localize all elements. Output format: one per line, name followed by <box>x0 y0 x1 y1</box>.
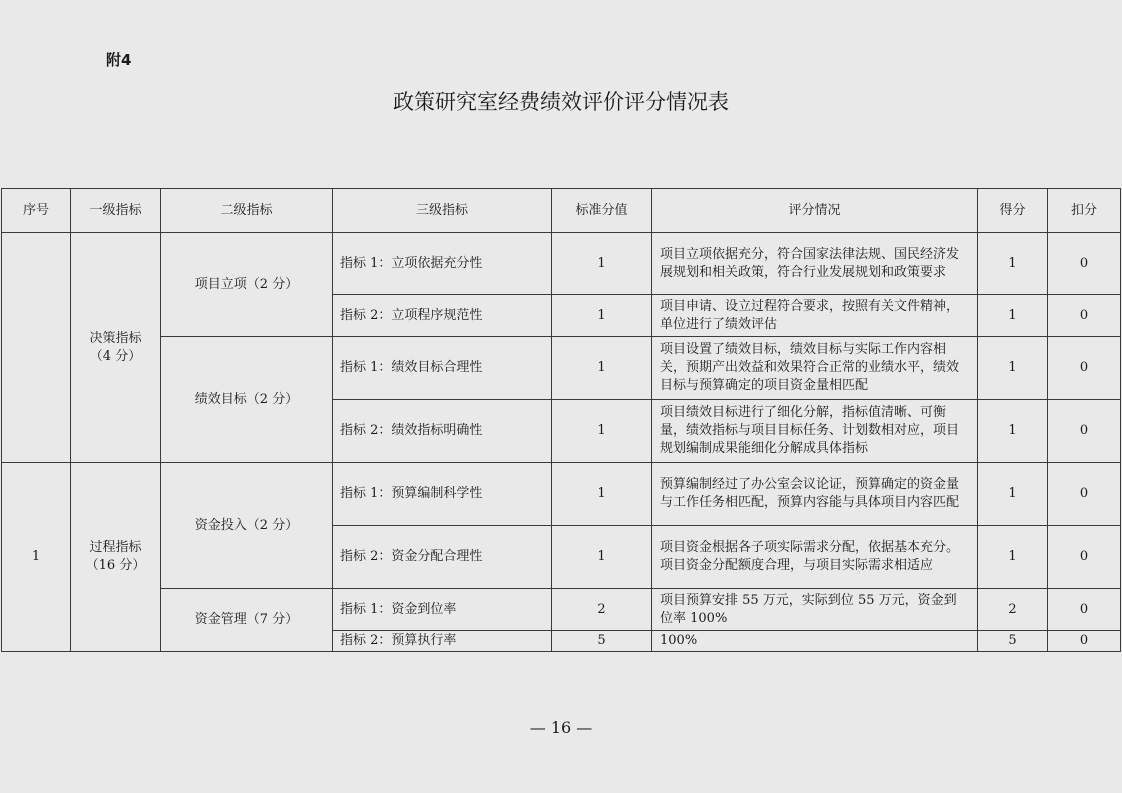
page-title: 政策研究室经费绩效评价评分情况表 <box>393 90 729 114</box>
evaluation-cell: 预算编制经过了办公室会议论证，预算确定的资金量与工作任务相匹配，预算内容能与具体项目内容匹配 <box>652 463 978 526</box>
standard-cell: 1 <box>552 337 652 400</box>
score-cell: 1 <box>978 337 1048 400</box>
deduction-cell: 0 <box>1048 295 1121 337</box>
page-number: — 16 — <box>529 718 593 737</box>
evaluation-cell: 项目资金根据各子项实际需求分配，依据基本充分。项目资金分配额度合理，与项目实际需求相适应 <box>652 526 978 589</box>
level2-cell: 绩效目标（2 分） <box>161 337 333 463</box>
standard-cell: 5 <box>552 631 652 652</box>
header-level1: 一级指标 <box>71 189 161 233</box>
table-row <box>2 337 1121 400</box>
seq-cell-empty <box>2 233 71 463</box>
deduction-cell: 0 <box>1048 400 1121 463</box>
level3-cell: 指标 2：预算执行率 <box>333 631 552 652</box>
evaluation-cell: 项目设置了绩效目标，绩效目标与实际工作内容相关，预期产出效益和效果符合正常的业绩水平，绩效目标与预算确定的项目资金量相匹配 <box>652 337 978 400</box>
standard-cell: 2 <box>552 589 652 631</box>
table-row <box>2 463 1121 526</box>
score-cell: 2 <box>978 589 1048 631</box>
evaluation-cell: 项目申请、设立过程符合要求，按照有关文件精神，单位进行了绩效评估 <box>652 295 978 337</box>
header-deduction: 扣分 <box>1048 189 1121 233</box>
deduction-cell: 0 <box>1048 631 1121 652</box>
level3-cell: 指标 1：绩效目标合理性 <box>333 337 552 400</box>
score-cell: 1 <box>978 463 1048 526</box>
level1-points: （16 分） <box>85 558 146 573</box>
level2-cell: 资金投入（2 分） <box>161 463 333 589</box>
evaluation-table <box>1 188 1121 652</box>
standard-cell: 1 <box>552 526 652 589</box>
evaluation-cell: 项目立项依据充分，符合国家法律法规、国民经济发展规划和相关政策，符合行业发展规划和政策要求 <box>652 233 978 295</box>
standard-cell: 1 <box>552 463 652 526</box>
level3-cell: 指标 1：立项依据充分性 <box>333 233 552 295</box>
header-evaluation: 评分情况 <box>652 189 978 233</box>
level3-cell: 指标 2：绩效指标明确性 <box>333 400 552 463</box>
deduction-cell: 0 <box>1048 337 1121 400</box>
table-row <box>2 589 1121 631</box>
attachment-label: 附4 <box>106 51 132 69</box>
standard-cell: 1 <box>552 233 652 295</box>
evaluation-cell: 项目绩效目标进行了细化分解，指标值清晰、可衡量，绩效指标与项目目标任务、计划数相对应，项目规划编制成果能细化分解成具体指标 <box>652 400 978 463</box>
seq-cell: 1 <box>2 463 71 652</box>
table-row <box>2 233 1121 295</box>
header-level3: 三级指标 <box>333 189 552 233</box>
deduction-cell: 0 <box>1048 463 1121 526</box>
evaluation-cell: 100% <box>652 631 978 652</box>
header-standard: 标准分值 <box>552 189 652 233</box>
deduction-cell: 0 <box>1048 526 1121 589</box>
level1-cell <box>71 463 161 652</box>
score-cell: 5 <box>978 631 1048 652</box>
standard-cell: 1 <box>552 400 652 463</box>
deduction-cell: 0 <box>1048 589 1121 631</box>
score-cell: 1 <box>978 526 1048 589</box>
header-score: 得分 <box>978 189 1048 233</box>
level2-cell: 项目立项（2 分） <box>161 233 333 337</box>
header-level2: 二级指标 <box>161 189 333 233</box>
deduction-cell: 0 <box>1048 233 1121 295</box>
standard-cell: 1 <box>552 295 652 337</box>
level1-cell <box>71 233 161 463</box>
level1-name: 决策指标 <box>89 330 142 346</box>
level3-cell: 指标 2：资金分配合理性 <box>333 526 552 589</box>
header-row <box>2 189 1121 233</box>
evaluation-cell: 项目预算安排 55 万元，实际到位 55 万元，资金到位率 100% <box>652 589 978 631</box>
header-seq: 序号 <box>2 189 71 233</box>
level3-cell: 指标 1：资金到位率 <box>333 589 552 631</box>
level3-cell: 指标 2：立项程序规范性 <box>333 295 552 337</box>
level1-points: （4 分） <box>89 348 142 364</box>
score-cell: 1 <box>978 295 1048 337</box>
level1-name: 过程指标 <box>89 540 142 555</box>
score-cell: 1 <box>978 400 1048 463</box>
score-cell: 1 <box>978 233 1048 295</box>
level2-cell: 资金管理（7 分） <box>161 589 333 652</box>
level3-cell: 指标 1：预算编制科学性 <box>333 463 552 526</box>
